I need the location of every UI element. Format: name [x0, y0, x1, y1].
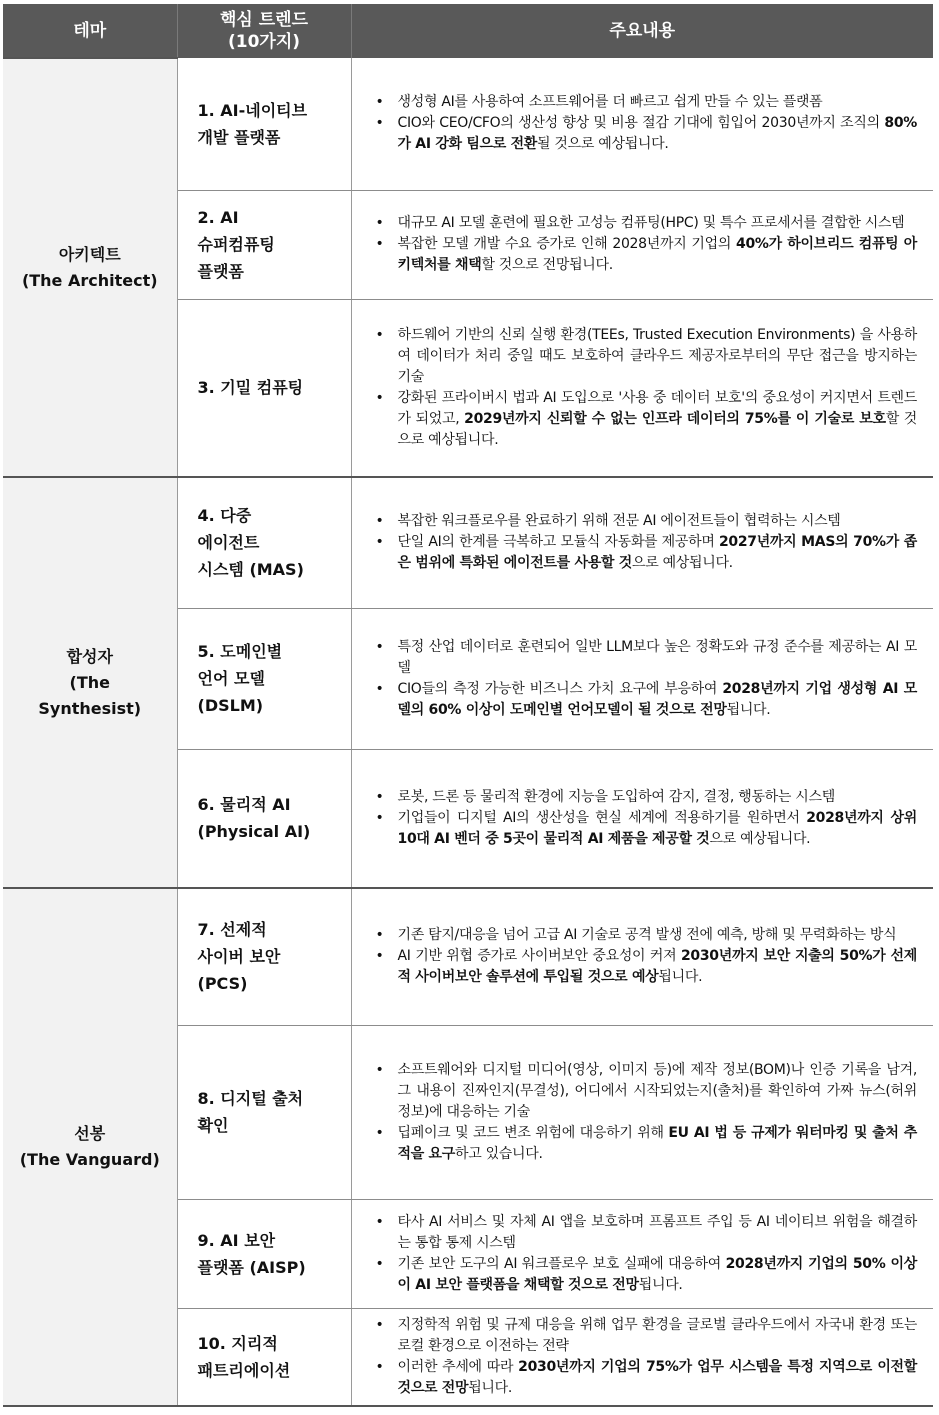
item-text: 하드웨어 기반의 신뢰 실행 환경(TEEs, Trusted Execution Environments) 을 사용하여 데이터가 처리 중일 때도 보호하여 클라우드 제공자로부터의 무단 접근을 방지하는 기술: [397, 326, 917, 385]
theme-cell: [3, 58, 177, 477]
item-text: 단일 AI의 한계를 극복하고 모듈식 자동화를 제공하며: [397, 534, 719, 551]
content-cell: [351, 58, 933, 190]
trend-name: 언어 모델: [197, 669, 265, 688]
bullet-item: [372, 1254, 918, 1296]
content-cell: [351, 190, 933, 299]
trend-name: 2. AI: [197, 208, 239, 227]
item-text: 강화된 프라이버시 법과 AI 도입으로 '사용 중 데이터 보호'의 중요성이 커지면서 트렌드가 되었고,: [397, 389, 917, 427]
bullet-item: [372, 1212, 918, 1254]
bullet-icon: •: [375, 1316, 384, 1333]
trend-name: 시스템 (MAS): [197, 560, 304, 580]
item-text: 이러한 추세에 따라: [397, 1358, 519, 1375]
trend-name: 7. 선제적: [197, 920, 267, 940]
bullet-icon: •: [375, 1124, 384, 1141]
bullet-list: [372, 787, 918, 850]
trend-name: 플랫폼: [197, 262, 244, 281]
item-text: 소프트웨어와 디지털 미디어(영상, 이미지 등)에 제작 정보(BOM)나 인증 기록을 남겨, 그 내용이 진짜인지(무결성), 어디에서 시작되었는지(출처)를 확인하여 가짜 뉴스(허위 정보)에 대응하는 기술: [397, 1061, 917, 1120]
trend-name: 3. 기밀 컴퓨팅: [197, 378, 304, 398]
bullet-item: [372, 946, 918, 988]
bullet-item: [372, 808, 918, 850]
trend-name: 6. 물리적 AI: [197, 795, 291, 815]
bullet-item: [372, 388, 918, 451]
item-text: 기존 탐지/대응을 넘어 고급 AI 기술로 공격 발생 전에 예측, 방해 및 무력화하는 방식: [397, 927, 897, 944]
bullet-icon: •: [375, 534, 384, 551]
bullet-item: [372, 113, 918, 155]
trend-name: 패트리에이션: [197, 1360, 291, 1380]
header-content: 주요내용: [351, 4, 933, 58]
bullet-item: [372, 532, 918, 574]
theme-label: 아키텍트: [58, 244, 121, 264]
item-text: 하고 있습니다.: [454, 1145, 543, 1162]
item-text: 복잡한 모델 개발 수요 증가로 인해 2028년까지 기업의: [397, 236, 737, 252]
bullet-item: [372, 1315, 918, 1357]
item-text: 됩니다.: [726, 701, 771, 718]
trend-name: 사이버 보안: [197, 947, 281, 967]
content-cell: [351, 608, 933, 749]
trend-name: 플랫폼 (AISP): [197, 1257, 306, 1277]
theme-label: 선봉: [74, 1124, 106, 1143]
trend-name-cell: [177, 608, 351, 749]
item-text: CIO들의 측정 가능한 비즈니스 가치 요구에 부응하여: [397, 680, 723, 697]
item-text: 딥페이크 및 코드 변조 위험에 대응하기 위해: [397, 1124, 669, 1141]
item-text: 으로 예상됩니다.: [631, 555, 733, 572]
bullet-icon: •: [375, 513, 384, 530]
highlight-text: 40%가 하이브리드 컴퓨팅 아키텍처를 채택: [397, 236, 917, 273]
bullet-icon: •: [375, 788, 384, 805]
highlight-text: 2028년까지 상위 10대 AI 벤더 중 5곳이 물리적 AI 제품을 제공할 것: [397, 809, 917, 847]
bullet-icon: •: [375, 115, 384, 132]
bullet-icon: •: [375, 326, 384, 343]
bullet-list: [372, 1315, 918, 1399]
trend-name-cell: [177, 299, 351, 477]
highlight-text: EU AI 법 등 규제가 워터마킹 및 출처 추적을 요구: [397, 1124, 917, 1162]
theme-label: (The Architect): [21, 270, 158, 290]
content-cell: [351, 1308, 933, 1406]
item-text: 으로 예상됩니다.: [709, 830, 811, 847]
item-text: 로봇, 드론 등 물리적 환경에 지능을 도입하여 감지, 결정, 행동하는 시스템: [397, 788, 835, 805]
header-trend-line1: 핵심 트렌드: [219, 10, 309, 30]
bullet-icon: •: [375, 236, 384, 252]
bullet-icon: •: [375, 1213, 384, 1230]
highlight-text: 80%가 AI 강화 팀으로 전환: [397, 115, 917, 153]
item-text: 특정 산업 데이터로 훈련되어 일반 LLM보다 높은 정확도와 규정 준수를 제공하는 AI 모델: [397, 638, 917, 676]
bullet-icon: •: [375, 1255, 384, 1272]
bullet-list: [372, 1212, 918, 1296]
item-text: 기존 보안 도구의 AI 워크플로우 보호 실패에 대응하여: [397, 1255, 726, 1272]
item-text: 생성형 AI를 사용하여 소프트웨어를 더 빠르고 쉽게 만들 수 있는 플랫폼: [397, 94, 823, 111]
bullet-item: [372, 213, 918, 234]
content-cell: [351, 1025, 933, 1199]
theme-cell: [3, 477, 177, 888]
bullet-list: [372, 213, 918, 276]
table-row: [3, 58, 933, 190]
bullet-list: [372, 925, 918, 988]
item-text: 대규모 AI 모델 훈련에 필요한 고성능 컴퓨팅(HPC) 및 특수 프로세서를 결합한 시스템: [397, 215, 905, 231]
trend-name: 에이전트: [197, 533, 260, 553]
highlight-text: 2028년까지 기업의 50% 이상이 AI 보안 플랫폼을 채택할 것으로 전망: [397, 1255, 918, 1293]
table-header: [3, 4, 933, 58]
bullet-item: [372, 637, 918, 679]
table-body: [3, 58, 933, 1406]
bullet-icon: •: [375, 680, 384, 697]
trend-name: 9. AI 보안: [197, 1230, 276, 1250]
trend-name: 4. 다중: [197, 506, 252, 526]
bullet-icon: •: [375, 927, 384, 944]
trend-name-cell: [177, 888, 351, 1025]
header-trend: [177, 4, 351, 58]
trend-name: 10. 지리적: [197, 1333, 278, 1353]
bullet-icon: •: [375, 389, 384, 406]
bullet-item: [372, 234, 918, 276]
item-text: 타사 AI 서비스 및 자체 AI 앱을 보호하며 프롬프트 주입 등 AI 네이티브 위험을 해결하는 통합 통제 시스템: [397, 1213, 917, 1251]
highlight-text: 2030년까지 기업의 75%가 업무 시스템을 특정 지역으로 이전할 것으로 전망: [397, 1358, 917, 1396]
item-text: 됩니다.: [468, 1379, 513, 1396]
bullet-item: [372, 925, 918, 946]
bullet-icon: •: [375, 94, 384, 111]
bullet-list: [372, 325, 918, 451]
highlight-text: 2029년까지 신뢰할 수 없는 인프라 데이터의 75%를 이 기술로 보호: [464, 410, 886, 427]
theme-label: 합성자: [66, 646, 113, 666]
item-text: 복잡한 워크플로우를 완료하기 위해 전문 AI 에이전트들이 협력하는 시스템: [397, 513, 841, 530]
trend-name-cell: [177, 1308, 351, 1406]
content-cell: [351, 299, 933, 477]
bullet-item: [372, 1123, 918, 1165]
bullet-list: [372, 92, 918, 155]
trend-name-cell: [177, 749, 351, 888]
content-cell: [351, 1199, 933, 1308]
bullet-icon: •: [375, 948, 384, 965]
trend-name: (DSLM): [197, 696, 264, 715]
highlight-text: 2028년까지 기업 생성형 AI 모델의 60% 이상이 도메인별 언어모델이 될 것으로 전망: [397, 680, 917, 718]
bullet-item: [372, 787, 918, 808]
bullet-icon: •: [375, 1061, 384, 1078]
item-text: 됩니다.: [658, 969, 703, 986]
table-row: [3, 477, 933, 608]
theme-cell: [3, 888, 177, 1406]
content-cell: [351, 477, 933, 608]
bullet-item: [372, 1357, 918, 1399]
highlight-text: 2030년까지 보안 지출의 50%가 선제적 사이버보안 솔루션에 투입될 것으로 예상: [397, 948, 917, 986]
item-text: AI 기반 위협 증가로 사이버보안 중요성이 커져: [397, 948, 681, 965]
trend-name: 개발 플랫폼: [197, 127, 281, 147]
bullet-icon: •: [375, 809, 384, 826]
header-theme: 테마: [3, 4, 177, 58]
theme-label: Synthesist): [38, 698, 142, 718]
trend-name: 8. 디지털 출처: [197, 1089, 304, 1108]
trend-name: 1. AI-네이티브: [197, 100, 308, 120]
content-cell: [351, 749, 933, 888]
trend-name: (Physical AI): [197, 822, 311, 842]
highlight-text: 2027년까지 MAS의 70%가 좁은 범위에 특화된 에이전트를 사용할 것: [397, 534, 917, 572]
bullet-icon: •: [375, 638, 384, 655]
bullet-icon: •: [375, 215, 384, 231]
bullet-icon: •: [375, 1358, 384, 1375]
header-trend-line2: (10가지): [227, 32, 301, 52]
trend-name: 5. 도메인별: [197, 642, 283, 661]
bullet-item: [372, 92, 918, 113]
trend-name: 슈퍼컴퓨팅: [197, 235, 275, 254]
item-text: 할 것으로 전망됩니다.: [481, 257, 613, 273]
theme-label: (The: [69, 672, 110, 692]
bullet-item: [372, 1060, 918, 1123]
item-text: CIO와 CEO/CFO의 생산성 향상 및 비용 절감 기대에 힘입어 2030년까지 조직의: [397, 115, 885, 132]
theme-label: (The Vanguard): [19, 1150, 160, 1169]
item-text: 됩니다.: [638, 1276, 683, 1293]
trend-name: 확인: [197, 1116, 229, 1135]
bullet-item: [372, 325, 918, 388]
bullet-list: [372, 511, 918, 574]
trend-name-cell: [177, 1199, 351, 1308]
trend-name-cell: [177, 477, 351, 608]
trend-name: (PCS): [197, 974, 248, 994]
item-text: 될 것으로 예상됩니다.: [537, 136, 669, 153]
trend-name-cell: [177, 1025, 351, 1199]
item-text: 지정학적 위험 및 규제 대응을 위해 업무 환경을 글로벌 클라우드에서 자국내 환경 또는 로컬 환경으로 이전하는 전략: [397, 1316, 917, 1354]
trend-name-cell: [177, 190, 351, 299]
item-text: 기업들이 디지털 AI의 생산성을 현실 세계에 적용하기를 원하면서: [397, 809, 807, 826]
table-row: [3, 888, 933, 1025]
content-cell: [351, 888, 933, 1025]
trend-name-cell: [177, 58, 351, 190]
bullet-list: [372, 637, 918, 721]
item-text: 할 것으로 예상됩니다.: [397, 410, 917, 448]
bullet-item: [372, 679, 918, 721]
bullet-list: [372, 1060, 918, 1165]
trend-table: [3, 4, 933, 1407]
bullet-item: [372, 511, 918, 532]
